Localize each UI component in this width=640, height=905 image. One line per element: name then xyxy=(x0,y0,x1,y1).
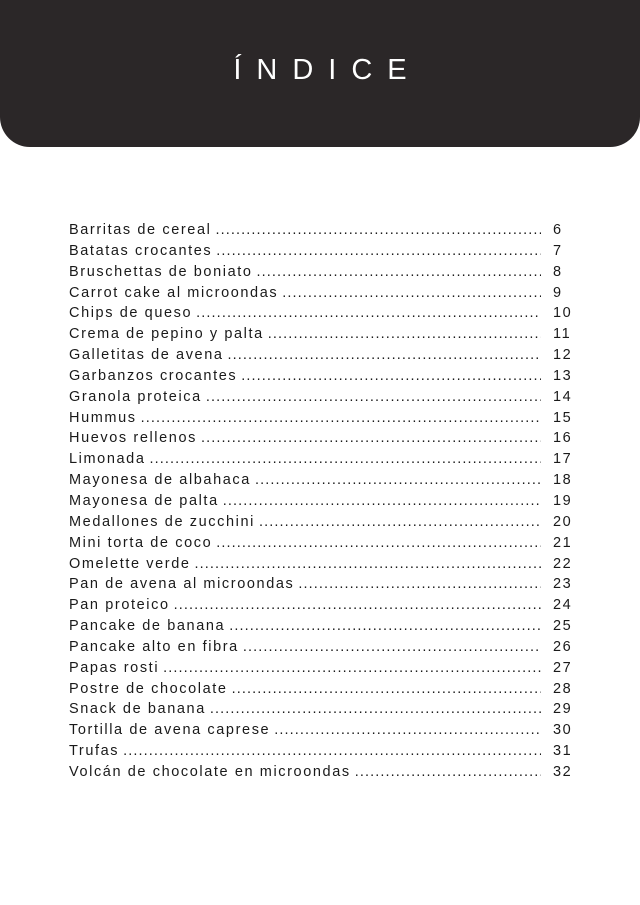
toc-entry-page: 13 xyxy=(553,367,573,384)
toc-entry-label: Crema de pepino y palta xyxy=(69,326,264,343)
toc-entry-page: 15 xyxy=(553,409,573,426)
toc-entry-page: 22 xyxy=(553,555,573,572)
toc-entry[interactable] xyxy=(69,618,579,639)
header-banner xyxy=(0,0,640,147)
toc-entry-label: Galletitas de avena xyxy=(69,347,224,364)
toc-dot-leader xyxy=(206,389,541,405)
toc-entry-label: Carrot cake al microondas xyxy=(69,284,279,301)
toc-dot-leader xyxy=(123,743,541,759)
toc-dot-leader xyxy=(274,722,541,738)
toc-entry-page: 29 xyxy=(553,701,573,718)
toc-entry[interactable] xyxy=(69,764,579,785)
toc-entry-label: Barritas de cereal xyxy=(69,222,212,238)
toc-entry[interactable] xyxy=(69,305,579,326)
toc-entry-label: Pancake de banana xyxy=(69,618,226,635)
page-title: ÍNDICE xyxy=(233,54,422,86)
toc-entry-page: 14 xyxy=(553,388,573,405)
toc-entry[interactable] xyxy=(69,597,579,618)
toc-entry[interactable] xyxy=(69,743,579,764)
toc-entry-page: 30 xyxy=(553,722,573,739)
toc-entry-page: 25 xyxy=(553,618,573,635)
toc-entry-label: Mayonesa de albahaca xyxy=(69,472,251,489)
toc-entry[interactable] xyxy=(69,326,579,347)
toc-entry-label: Granola proteica xyxy=(69,388,202,405)
toc-entry-label: Snack de banana xyxy=(69,701,206,718)
toc-entry[interactable] xyxy=(69,493,579,514)
toc-entry[interactable] xyxy=(69,722,579,743)
toc-dot-leader xyxy=(259,514,541,530)
toc-dot-leader xyxy=(150,451,542,467)
toc-entry-label: Bruschettas de boniato xyxy=(69,263,253,280)
toc-entry[interactable] xyxy=(69,389,579,410)
toc-dot-leader xyxy=(241,368,541,384)
toc-dot-leader xyxy=(141,410,541,426)
toc-entry-label: Postre de chocolate xyxy=(69,680,228,697)
toc-entry[interactable] xyxy=(69,368,579,389)
toc-entry-label: Limonada xyxy=(69,451,146,468)
toc-entry-page: 11 xyxy=(553,326,572,343)
toc-entry-label: Mayonesa de palta xyxy=(69,492,219,509)
toc-entry-label: Pan proteico xyxy=(69,597,170,614)
toc-dot-leader xyxy=(228,347,541,363)
toc-entry-page: 9 xyxy=(553,284,563,301)
toc-entry-page: 31 xyxy=(553,743,573,760)
toc-entry-page: 7 xyxy=(553,242,563,259)
toc-entry-page: 20 xyxy=(553,513,573,530)
toc-entry-page: 23 xyxy=(553,576,573,593)
toc-entry[interactable] xyxy=(69,472,579,493)
toc-entry-label: Hummus xyxy=(69,409,137,426)
toc-dot-leader xyxy=(223,493,541,509)
toc-dot-leader xyxy=(257,264,541,280)
toc-entry[interactable] xyxy=(69,451,579,472)
toc-entry-page: 17 xyxy=(553,451,573,468)
toc-dot-leader xyxy=(174,597,541,613)
toc-entry-label: Pan de avena al microondas xyxy=(69,576,295,593)
toc-dot-leader xyxy=(210,701,541,717)
toc-entry[interactable] xyxy=(69,222,579,243)
table-of-contents xyxy=(69,222,579,785)
toc-entry-label: Papas rosti xyxy=(69,659,160,676)
toc-dot-leader xyxy=(163,660,541,676)
toc-entry-label: Mini torta de coco xyxy=(69,534,213,551)
toc-dot-leader xyxy=(243,639,541,655)
toc-entry-page: 19 xyxy=(553,492,573,509)
toc-entry-label: Tortilla de avena caprese xyxy=(69,722,271,739)
toc-dot-leader xyxy=(355,764,541,780)
toc-entry-label: Omelette verde xyxy=(69,555,191,572)
toc-dot-leader xyxy=(232,681,541,697)
toc-entry-label: Huevos rellenos xyxy=(69,430,197,447)
toc-entry-page: 28 xyxy=(553,680,573,697)
toc-dot-leader xyxy=(298,576,541,592)
toc-entry-label: Batatas crocantes xyxy=(69,242,213,259)
toc-entry[interactable] xyxy=(69,556,579,577)
toc-entry-page: 32 xyxy=(553,763,573,780)
toc-entry-page: 12 xyxy=(553,347,573,364)
toc-entry-page: 27 xyxy=(553,659,573,676)
toc-entry-label: Pancake alto en fibra xyxy=(69,638,239,655)
toc-entry[interactable] xyxy=(69,701,579,722)
toc-entry-label: Volcán de chocolate en microondas xyxy=(69,763,351,780)
toc-entry-page: 26 xyxy=(553,638,573,655)
toc-entry-page: 10 xyxy=(553,305,573,322)
toc-entry[interactable] xyxy=(69,514,579,535)
toc-entry[interactable] xyxy=(69,410,579,431)
toc-dot-leader xyxy=(255,472,541,488)
toc-entry-label: Chips de queso xyxy=(69,305,193,322)
toc-dot-leader xyxy=(196,305,541,321)
toc-entry[interactable] xyxy=(69,264,579,285)
toc-entry[interactable] xyxy=(69,430,579,451)
toc-entry[interactable] xyxy=(69,639,579,660)
toc-entry-label: Medallones de zucchini xyxy=(69,513,255,530)
toc-entry[interactable] xyxy=(69,243,579,264)
toc-entry-label: Garbanzos crocantes xyxy=(69,367,238,384)
toc-entry[interactable] xyxy=(69,285,579,306)
toc-dot-leader xyxy=(215,222,541,238)
toc-dot-leader xyxy=(268,326,541,342)
toc-entry[interactable] xyxy=(69,660,579,681)
toc-entry-label: Trufas xyxy=(69,743,120,760)
toc-entry-page: 24 xyxy=(553,597,573,614)
toc-entry-page: 6 xyxy=(553,222,563,238)
toc-entry-page: 21 xyxy=(553,534,573,551)
toc-entry[interactable] xyxy=(69,535,579,556)
toc-dot-leader xyxy=(216,535,541,551)
toc-entry[interactable] xyxy=(69,347,579,368)
toc-dot-leader xyxy=(229,618,541,634)
toc-dot-leader xyxy=(282,285,541,301)
toc-dot-leader xyxy=(216,243,541,259)
toc-entry[interactable] xyxy=(69,576,579,597)
toc-entry[interactable] xyxy=(69,681,579,702)
toc-entry-page: 8 xyxy=(553,263,563,280)
toc-entry-page: 18 xyxy=(553,472,573,489)
toc-dot-leader xyxy=(201,430,541,446)
toc-entry-page: 16 xyxy=(553,430,573,447)
toc-dot-leader xyxy=(195,556,541,572)
